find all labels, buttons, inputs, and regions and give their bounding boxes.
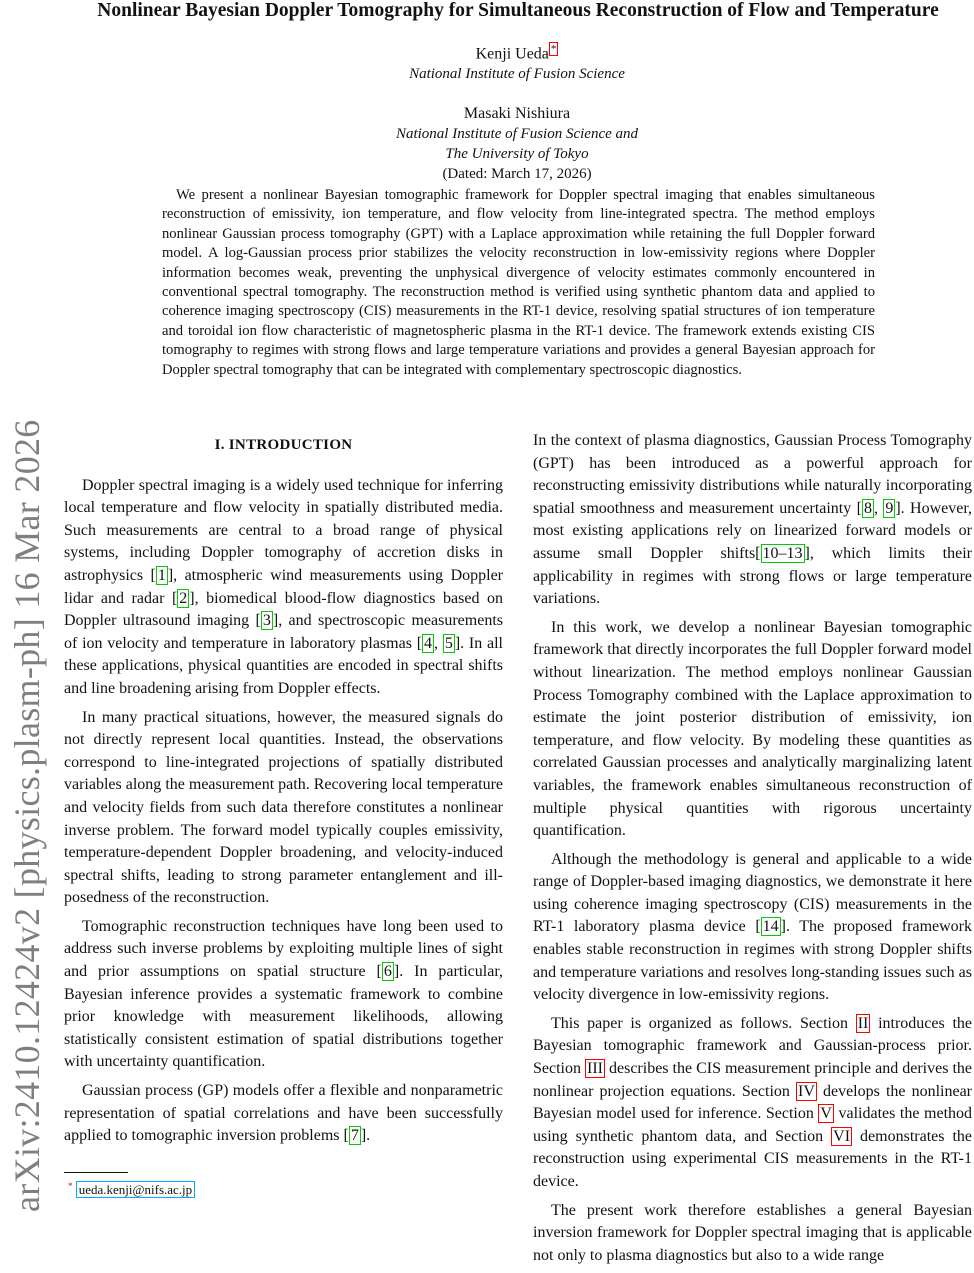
footnote-mark: * xyxy=(68,1181,73,1191)
paragraph: Although the methodology is general and applicable to a wide range of Doppler-based imaging diagnostics, we demonstrate it here using coherence imaging spectroscopy (CIS) measurements in the RT-1 laboratory plasma device [ 14 ]. The proposed framework enables stable reconstruction in regimes with strong Doppler shifts and temperature variations and resolves long-standing issues such as velocity divergence in low-emissivity regions. xyxy=(533,850,972,1004)
arxiv-sidebar-stamp xyxy=(6,212,46,1212)
citation-link[interactable]: 10–13 xyxy=(762,544,803,562)
author-affiliation: National Institute of Fusion Science and xyxy=(395,126,639,142)
date-line: (Dated: March 17, 2026) xyxy=(442,166,592,182)
paper-title: Nonlinear Bayesian Doppler Tomography for Simultaneous Reconstruction of Flow and Temperature xyxy=(97,0,939,21)
paragraph: Tomographic reconstruction techniques have long been used to address such inverse problems by exploiting multiple lines of sight and prior assumptions on spatial structure [ 6 ]. In particular, Bayesian inference provides a systematic framework to combine prior knowledge with measurement likelihoods, allowing statistically consistent estimation of spatial distributions together with uncertainty quantification. xyxy=(64,917,504,1071)
footnote-divider xyxy=(64,1172,128,1173)
left-column xyxy=(64,434,503,1154)
footnote-link[interactable]: * xyxy=(550,43,557,55)
paragraph: The present work therefore establishes a general Bayesian inversion framework for Doppler spectral imaging that is applicable not only to plasma diagnostics but also to a wide range xyxy=(533,1201,972,1264)
citation-link[interactable]: 1 xyxy=(157,566,166,584)
author-affiliation: National Institute of Fusion Science xyxy=(409,66,625,83)
citation-link[interactable]: 8 xyxy=(863,499,872,517)
citation-link[interactable]: 2 xyxy=(179,589,188,607)
author-name: Masaki Nishiura xyxy=(463,105,571,122)
citation-link[interactable]: 14 xyxy=(762,918,779,936)
arxiv-id: arXiv:2410.12424v2 [physics.plasm-ph] 16 Mar 2026 xyxy=(7,419,47,1212)
citation-link[interactable]: 6 xyxy=(383,963,392,981)
author-block-1 xyxy=(120,44,914,84)
citation-link[interactable]: 9 xyxy=(885,499,894,517)
author-name: Kenji Ueda * xyxy=(475,43,557,63)
right-column xyxy=(533,430,972,1273)
citation-link[interactable]: 7 xyxy=(350,1127,359,1145)
email-link[interactable]: ueda.kenji@nifs.ac.jp xyxy=(76,1181,195,1198)
author-affiliation: The University of Tokyo xyxy=(445,146,589,162)
paragraph: Doppler spectral imaging is a widely used technique for inferring local temperature and flow velocity in spatially distributed media. Such measurements are central to a broad range of physical systems, including Doppler tomography of accretion disks in astrophysics [ 1 ], atmospheric wind measurements using Doppler lidar and radar [ 2 ], biomedical blood-flow diagnostics based on Doppler ultrasound imaging [ 3 ], and spectroscopic measurements of ion velocity and temperature in laboratory plasmas [ 4 , 5 ]. In all these applications, physical quantities are encoded in spectral shifts and line broadening arising from Doppler effects. xyxy=(64,476,504,697)
section-link[interactable]: III xyxy=(587,1060,603,1078)
section-link[interactable]: IV xyxy=(797,1082,815,1100)
footnote xyxy=(68,1177,195,1199)
section-link[interactable]: VI xyxy=(833,1127,851,1145)
paragraph: Gaussian process (GP) models offer a flexible and nonparametric representation of spatial correlations and have been successfully applied to tomographic inversion problems [ 7 ]. xyxy=(64,1082,503,1145)
paragraph: In many practical situations, however, the measured signals do not directly represent local quantities. Instead, the observations correspond to line-integrated projections of spatially distributed variables along the measurement path. Recovering local temperature and velocity fields from such data therefore constitutes a nonlinear inverse problem. The forward model typically couples emissivity, temperature-dependent Doppler broadening, and velocity-induced spectral shifts, leading to strong parameter entanglement and ill-posedness of the reconstruction. xyxy=(64,708,503,907)
paragraph: This paper is organized as follows. Section II introduces the Bayesian tomographic framework and Gaussian-process prior. Section III describes the CIS measurement principle and derives the nonlinear projection equations. Section IV develops the nonlinear Bayesian model used for inference. Section V validates the method using synthetic phantom data, and Section VI demonstrates the reconstruction using experimental CIS measurements in the RT-1 device. xyxy=(533,1014,973,1190)
paragraph: In the context of plasma diagnostics, Gaussian Process Tomography (GPT) has been introduced as a powerful approach for reconstructing emissivity distributions while naturally incorporating spatial smoothness and measurement uncertainty [ 8 , 9 ]. However, most existing applications rely on linearized forward models or assume small Doppler shifts[ 10–13 ], which limits their applicability in regimes with strong flows or large temperature variations. xyxy=(533,432,973,608)
paragraph: In this work, we develop a nonlinear Bayesian tomographic framework that directly incorporates the full Doppler forward model without linearization. The method employs nonlinear Gaussian Process Tomography combined with the Laplace approximation to estimate the joint posterior distribution of emissivity, ion temperature, and flow velocity. By modeling these quantities as correlated Gaussian processes and analytically marginalizing latent variables, the framework enables simultaneous reconstruction of multiple physical quantities with rigorous uncertainty quantification. xyxy=(533,618,972,840)
citation-link[interactable]: 5 xyxy=(444,634,453,652)
section-heading: I. INTRODUCTION xyxy=(214,437,353,453)
section-link[interactable]: II xyxy=(857,1014,869,1032)
author-block-2 xyxy=(120,104,914,184)
abstract: We present a nonlinear Bayesian tomographic framework for Doppler spectral imaging that enables simultaneous reconstruction of emissivity, ion temperature, and flow velocity from line-integrated spectra. The method employs nonlinear Gaussian process tomography (GPT) with a Laplace approximation while retaining the full Doppler forward model. A log-Gaussian process prior stabilizes the velocity reconstruction in low-emissivity regions where Doppler information becomes weak, preventing the unphysical divergence of velocity estimates commonly encountered in conventional spectral tomography. The reconstruction method is verified using synthetic phantom data and applied to coherence imaging spectroscopy (CIS) measurements in the RT-1 device, resolving spatial structures of ion temperature and toroidal ion flow characteristic of magnetospheric plasma in the RT-1 device. The framework extends existing CIS tomography to regimes with strong flows and large temperature variations and provides a general Bayesian approach for Doppler spectral tomography that can be integrated with complementary spectroscopic diagnostics. xyxy=(162,187,875,378)
citation-link[interactable]: 3 xyxy=(262,612,271,630)
citation-link[interactable]: 4 xyxy=(424,634,433,652)
section-link[interactable]: V xyxy=(820,1105,832,1123)
